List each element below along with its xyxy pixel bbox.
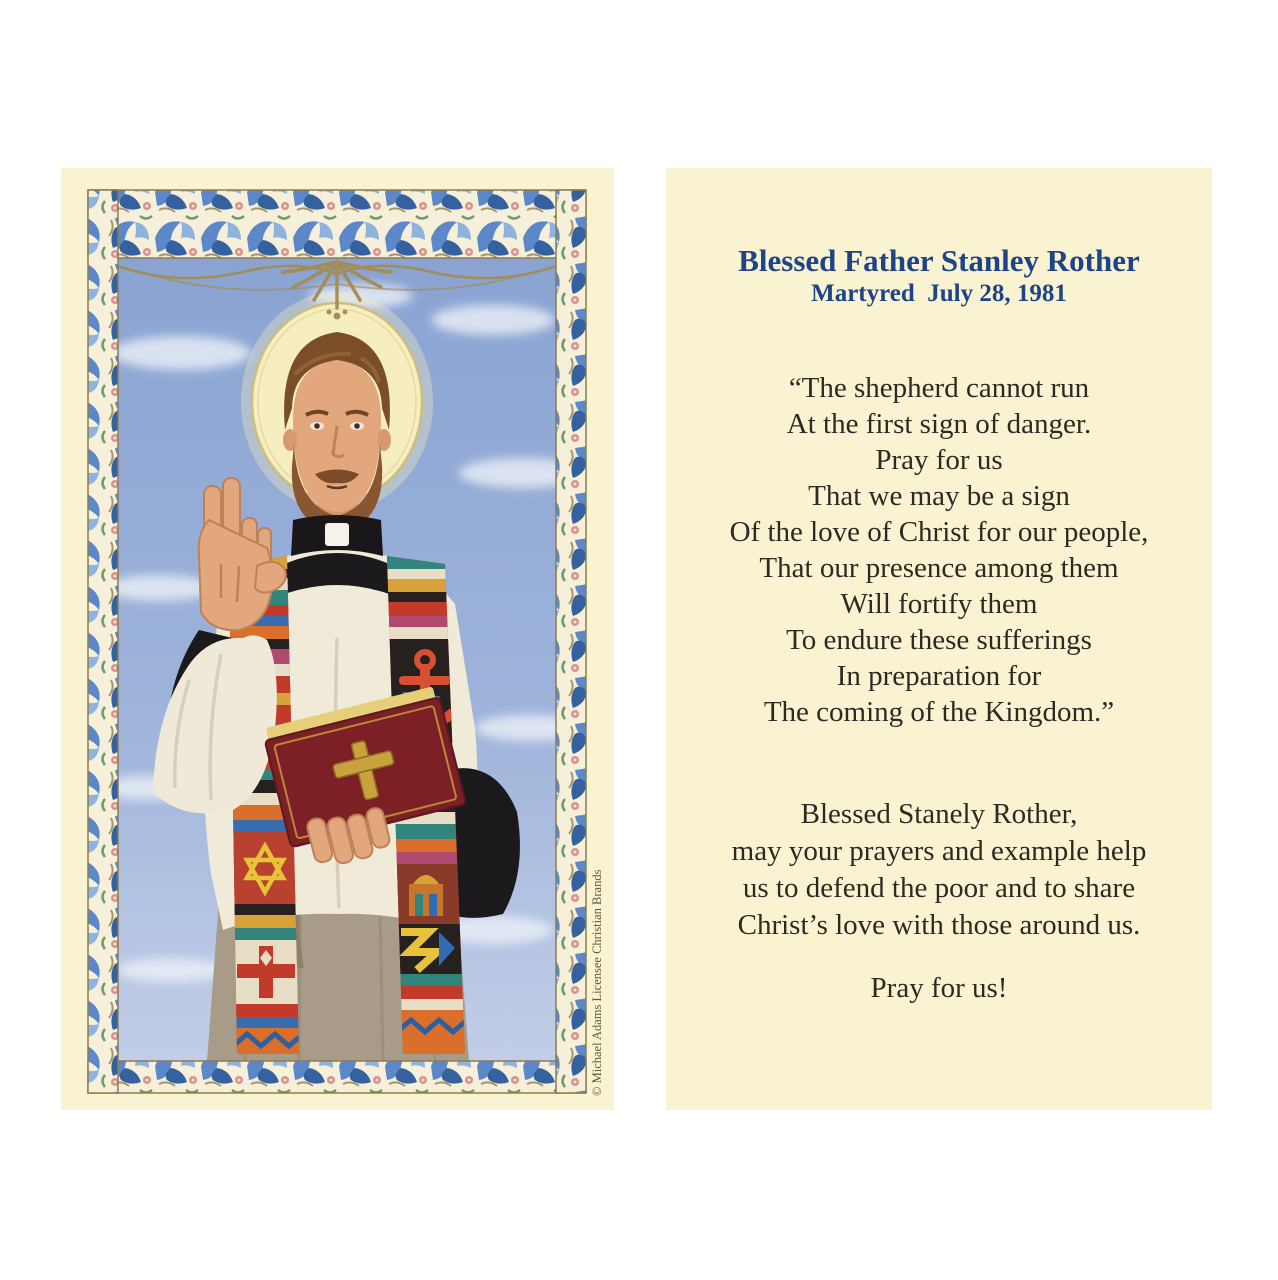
prayer-line: may your prayers and example help bbox=[731, 835, 1147, 867]
quote-line: Of the love of Christ for our people, bbox=[729, 516, 1149, 548]
quote-line: To endure these sufferings bbox=[786, 624, 1092, 656]
holy-card-artwork bbox=[61, 168, 614, 1110]
prayer-line: Christ’s love with those around us. bbox=[737, 909, 1141, 941]
quote-line: That our presence among them bbox=[759, 552, 1119, 584]
holy-card-front bbox=[61, 168, 614, 1110]
quote-line: At the first sign of danger. bbox=[786, 408, 1092, 440]
quote-line: Pray for us bbox=[875, 444, 1003, 476]
prayer-line: us to defend the poor and to share bbox=[742, 872, 1136, 904]
card-subtitle: Martyred July 28, 1981 bbox=[811, 280, 1067, 307]
closing-line: Pray for us! bbox=[870, 972, 1008, 1004]
prayer-line: Blessed Stanely Rother, bbox=[800, 798, 1078, 830]
quote-line: That we may be a sign bbox=[808, 480, 1070, 512]
copyright-credit: © Michael Adams Licensee Christian Brands bbox=[590, 869, 604, 1096]
quote-block bbox=[666, 370, 1212, 730]
prayer-block bbox=[666, 796, 1212, 944]
collar-tab bbox=[325, 523, 349, 546]
quote-line: In preparation for bbox=[836, 660, 1042, 692]
card-title: Blessed Father Stanley Rother bbox=[738, 243, 1140, 278]
quote-line: “The shepherd cannot run bbox=[788, 372, 1090, 404]
quote-line: The coming of the Kingdom.” bbox=[763, 696, 1115, 728]
quote-line: Will fortify them bbox=[840, 588, 1038, 620]
holy-card-back bbox=[666, 168, 1212, 1110]
picture-window bbox=[99, 258, 587, 1061]
